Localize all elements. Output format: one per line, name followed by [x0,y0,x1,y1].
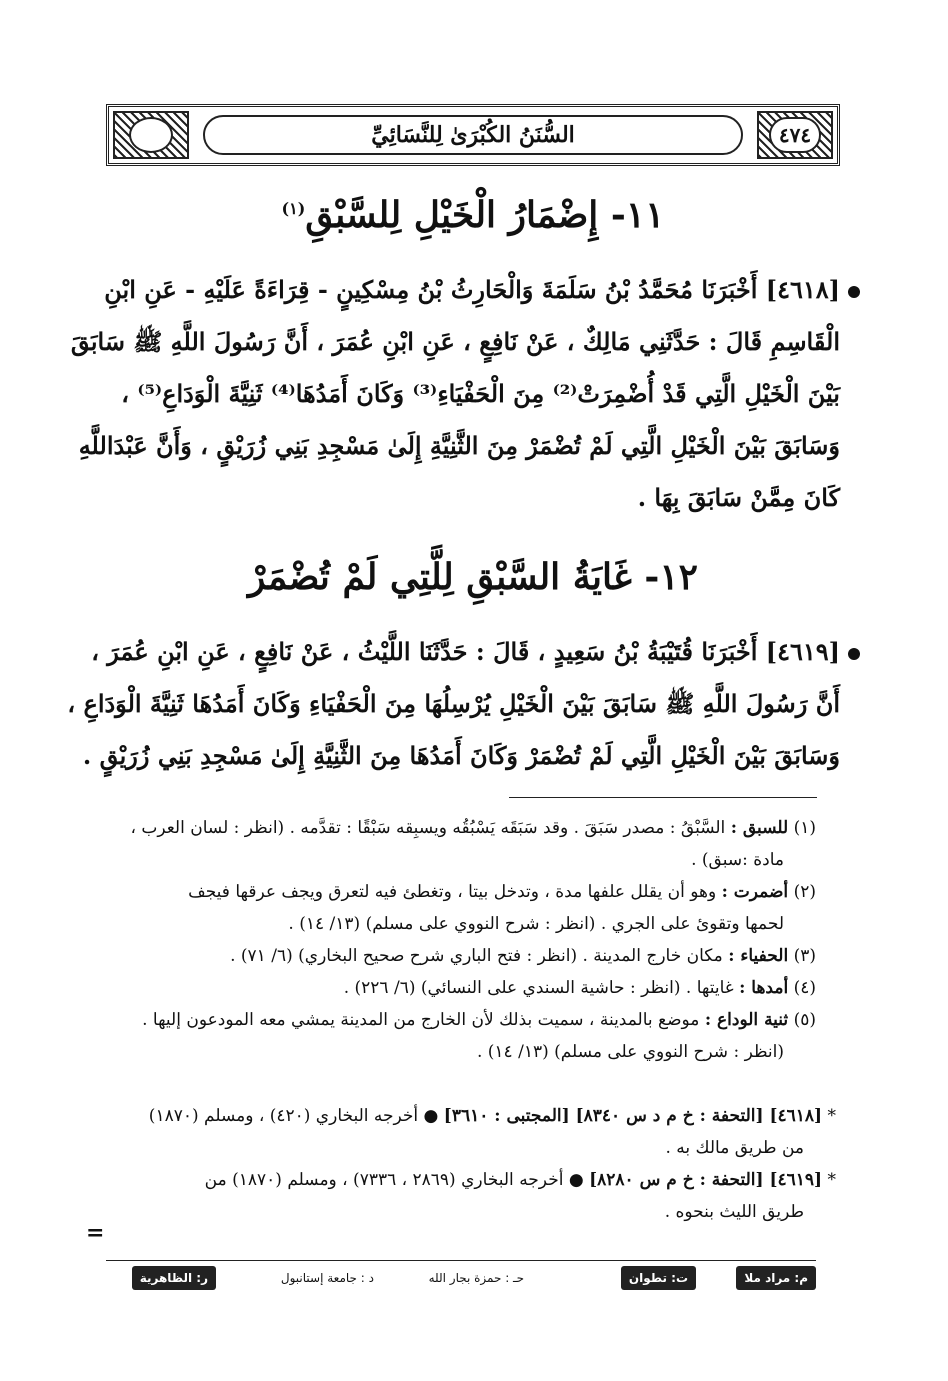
credit-d: د : جامعة إستانبول [280,1271,374,1285]
credit-m: م: مراد ملا [736,1266,816,1290]
footnote-separator [509,797,817,798]
hadith-line: أَنَّ رَسُولَ اللَّهِ ﷺ سَابَقَ بَيْنَ الْخَيْلِ يُرْسِلُهَا مِنَ الْحَفْيَاءِ وَكَانَ أَمَدُهَا ثَنِيَّةَ الْوَدَاعِ ، [67,689,840,718]
hadith-line: [٤٦١٨] أَخْبَرَنَا مُحَمَّدُ بْنُ سَلَمَةَ وَالْحَارِثُ بْنُ مِسْكِينٍ - قِرَاءَةً عَلَيْهِ - عَنِ ابْنِ [104,275,840,304]
takhrij-ref: [٤٦١٩] [التحفة : خ م س ٨٢٨٠] [589,1170,823,1190]
hadith-4618 [70,264,840,524]
footnote-term: ثنية الوداع : [704,1010,789,1030]
chapter-heading-12: ١٢- غَايَةُ السَّبْقِ لِلَّتِي لَمْ تُضْمَرْ [248,556,698,598]
takhrij-text: ● أخرجه البخاري (٢٨٦٩ ، ٧٣٣٦) ، ومسلم (١٨٧٠) من [204,1170,584,1190]
footnote-number: (٢) [793,882,816,902]
footnote-2 [106,876,816,908]
footnote-number: (١) [793,818,816,838]
footnote-marker-1: (١) [281,199,306,218]
takhrij-4618 [106,1100,836,1132]
footnote-4 [106,972,816,1004]
footnote-number: (٤) [793,978,816,998]
footnote-3 [106,940,816,972]
hadith-line: بَيْنَ الْخَيْلِ الَّتِي قَدْ أُضْمِرَتْ⁽²⁾ مِنَ الْحَفْيَاءِ⁽³⁾ وَكَانَ أَمَدُهَا⁽⁴⁾ ثَنِيَّةَ الْوَدَاعِ⁽⁵⁾ ، [121,379,840,408]
footnote-term: للسبق : [730,818,789,838]
takhrij-4619-cont: طريق الليث بنحوه . [664,1202,804,1222]
header-ornament-right [757,111,833,159]
takhrij-4618-cont: من طريق مالك به . [665,1138,804,1158]
chapter-heading-11 [106,194,840,237]
hadith-line: وَسَابَقَ بَيْنَ الْخَيْلِ الَّتِي لَمْ تُضْمَرْ وَكَانَ أَمَدُهَا مِنَ الثَّنِيَّةِ إِلَىٰ مَسْجِدِ بَنِي زُرَيْقٍ . [82,741,840,770]
hadith-line: الْقَاسِمِ قَالَ : حَدَّثَنِي مَالِكٌ ، عَنْ نَافِعٍ ، عَنِ ابْنِ عُمَرَ ، أَنَّ رَسُولَ اللَّهِ ﷺ سَابَقَ [70,327,840,356]
footnote-2-cont: لحمها وتقوئ على الجري . (انظر : شرح النووي على مسلم) (١٣/ ١٤) . [288,914,784,934]
header-ornament-left [113,111,189,159]
asterisk-icon: * [827,1106,836,1126]
page-header [106,104,840,166]
hadith-line: وَسَابَقَ بَيْنَ الْخَيْلِ الَّتِي لَمْ تُضْمَرْ مِنَ الثَّنِيَّةِ إِلَىٰ مَسْجِدِ بَنِي زُرَيْقٍ ، وَأَنَّ عَبْدَاللَّهِ [78,431,840,460]
footnote-text: السَّبْقُ : مصدر سَبَقَ . وقد سَبَقَه يَسْبُقُه ويسبِقه سَبْقًا : تقدَّمه . (انظر : لسان العرب ، [130,818,726,838]
footnote-term: أضمرت : [721,882,789,902]
manuscript-credits [106,1264,816,1294]
bullet-icon [848,286,860,298]
continuation-mark: = [86,1220,105,1246]
footnote-number: (٥) [793,1010,816,1030]
footnote-text: موضع بالمدينة ، سميت بذلك لأن الخارج من المدينة يمشي معه المودعون إليها . [142,1010,700,1030]
footnote-term: أمدها : [739,978,789,998]
footnote-term: الحفياء : [728,946,789,966]
footnote-number: (٣) [793,946,816,966]
header-medallion-icon [129,117,173,153]
asterisk-icon: * [827,1170,836,1190]
footnote-text: وهو أن يقلل علفها مدة ، وتدخل بيتا ، وتغطئ فيه لتعرق ويجف عرقها فيجف [188,882,717,902]
footnote-1 [106,812,816,844]
hadith-4619 [67,626,840,782]
footnotes [106,812,816,1068]
takhrij-ref: [٤٦١٨] [التحفة : خ م د س ٨٣٤٠] [المجتبى : ٣٦١٠] [443,1106,823,1126]
footnote-1-cont: مادة :سبق) . [691,850,784,870]
credit-t: ت: تطوان [621,1266,696,1290]
footnote-5-cont: (انظر : شرح النووي على مسلم) (١٣/ ١٤) . [476,1042,784,1062]
takhrij-4619 [106,1164,836,1196]
footnote-text: غايتها . (انظر : حاشية السندي على النسائي) (٦/ ٢٢٦) . [343,978,734,998]
footnote-5 [106,1004,816,1036]
footnote-text: مكان خارج المدينة . (انظر : فتح الباري شرح صحيح البخاري) (٦/ ٧١) . [230,946,723,966]
credit-r: ر: الظاهرية [132,1266,216,1290]
bullet-icon [848,648,860,660]
hadith-line: كَانَ مِمَّنْ سَابَقَ بِهَا . [637,483,840,512]
bottom-separator [106,1260,816,1261]
chapter-heading-11-text: ١١- إِضْمَارُ الْخَيْلِ لِلسَّبْقِ [305,194,665,236]
credit-h: حـ : حمزة بجار الله [428,1271,524,1285]
page-number: ٤٧٤ [769,117,821,153]
takhrij-text: ● أخرجه البخاري (٤٢٠) ، ومسلم (١٨٧٠) [148,1106,439,1126]
hadith-line: [٤٦١٩] أَخْبَرَنَا قُتَيْبَةُ بْنُ سَعِيدٍ ، قَالَ : حَدَّثَنَا اللَّيْثُ ، عَنْ نَافِعٍ ، عَنِ ابْنِ عُمَرَ ، [91,637,840,666]
running-title: السُّنَنُ الكُبْرَىٰ لِلنَّسَائِيِّ [203,115,743,155]
takhrij-references [106,1100,836,1228]
